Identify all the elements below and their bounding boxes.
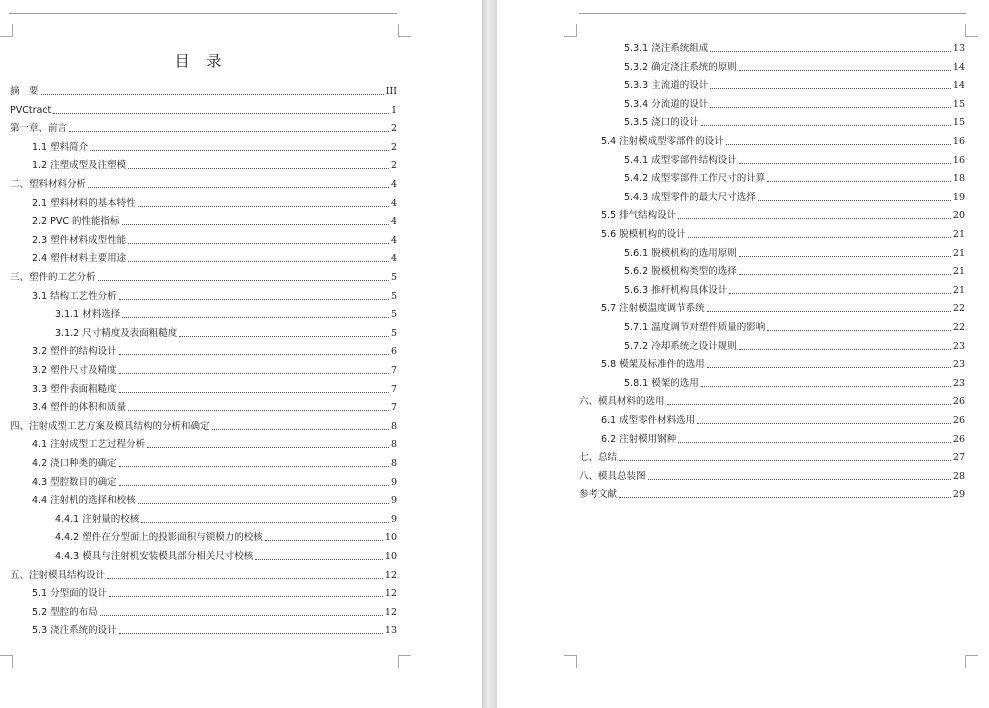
toc-entry-page: 4 — [390, 234, 397, 246]
toc-entry-page: 5 — [390, 327, 397, 339]
toc-entry-page: 23 — [952, 340, 965, 352]
toc-entry[interactable] — [32, 196, 397, 210]
toc-entry[interactable] — [32, 586, 397, 600]
toc-entry[interactable] — [624, 376, 965, 390]
toc-leader-dots — [90, 150, 389, 151]
document-page-right — [497, 0, 989, 708]
toc-entry-label: 5.6.1 脱模机构的选用原则 — [624, 247, 737, 259]
toc-entry[interactable] — [10, 270, 397, 284]
toc-entry[interactable] — [10, 103, 397, 117]
toc-entry[interactable] — [32, 400, 397, 414]
toc-entry-page: 19 — [952, 191, 965, 203]
toc-entry-page: 14 — [952, 61, 965, 73]
toc-entry-page: 26 — [952, 415, 965, 426]
toc-entry[interactable] — [10, 568, 397, 582]
crop-mark-bottom-right — [398, 655, 411, 668]
toc-leader-dots — [100, 615, 383, 616]
toc-entry-page: 20 — [952, 210, 965, 222]
toc-leader-dots — [119, 354, 389, 355]
toc-entry[interactable] — [32, 475, 397, 489]
toc-entry-label: 5.2 型腔的布局 — [32, 606, 98, 618]
toc-entry[interactable] — [32, 493, 397, 507]
toc-leader-dots — [128, 168, 389, 169]
toc-entry-label: 4.2 浇口种类的确定 — [32, 458, 117, 469]
toc-entry[interactable] — [55, 512, 397, 526]
toc-leader-dots — [138, 206, 389, 207]
toc-entry-label: 5.3.2 确定浇注系统的原则 — [624, 61, 737, 73]
toc-entry-page: 5 — [390, 309, 397, 321]
toc-entry-label: 3.1.1 材料选择 — [55, 309, 121, 321]
toc-entry[interactable] — [624, 115, 965, 129]
toc-leader-dots — [88, 187, 389, 188]
toc-entry[interactable] — [55, 326, 397, 340]
toc-entry[interactable] — [624, 60, 965, 74]
crop-mark-top-right — [398, 24, 411, 37]
toc-entry-page: 2 — [390, 123, 397, 135]
toc-entry[interactable] — [32, 214, 397, 228]
toc-leader-dots — [255, 559, 383, 560]
toc-entry[interactable] — [55, 530, 397, 544]
toc-entry-label: 5.7 注射模温度调节系统 — [601, 303, 705, 315]
toc-entry-label: 5.3.4 分流道的设计 — [624, 98, 709, 110]
toc-entry-label: 5.1 分型面的设计 — [32, 588, 108, 600]
toc-entry-label: 5.6 脱模机构的设计 — [601, 229, 686, 240]
toc-entry-page: 9 — [390, 513, 397, 525]
toc-entry-label: 六、模具材料的选用 — [579, 396, 665, 408]
toc-leader-dots — [710, 88, 951, 89]
toc-entry[interactable] — [32, 289, 397, 303]
toc-entry-label: 八、模具总装图 — [579, 470, 646, 482]
toc-entry-page: 13 — [952, 43, 965, 54]
toc-leader-dots — [648, 479, 951, 480]
toc-entry[interactable] — [10, 177, 397, 191]
toc-entry-page: 12 — [384, 588, 397, 600]
toc-entry[interactable] — [32, 363, 397, 377]
toc-entry[interactable] — [579, 469, 965, 483]
toc-entry-label: 5.8 模架及标准件的选用 — [601, 359, 705, 371]
toc-entry[interactable] — [601, 208, 965, 222]
toc-leader-dots — [119, 299, 389, 300]
toc-entry[interactable] — [624, 97, 965, 111]
toc-entry[interactable] — [601, 301, 965, 315]
crop-mark-bottom-right — [965, 655, 978, 668]
toc-leader-dots — [119, 392, 389, 393]
crop-mark-top-left — [564, 24, 577, 37]
toc-entry-label: 2.2 PVC 的性能指标 — [32, 216, 120, 228]
toc-entry[interactable] — [32, 344, 397, 358]
toc-entry[interactable] — [624, 190, 965, 204]
toc-entry-label: 摘 要 — [10, 86, 39, 97]
toc-entry-page: III — [385, 86, 397, 97]
toc-leader-dots — [119, 485, 389, 486]
toc-entry-page: 21 — [952, 266, 965, 278]
toc-entry-label: 第一章、前言 — [10, 123, 68, 135]
crop-mark-top-right — [965, 24, 978, 37]
toc-entry-label: 5.3.3 主流道的设计 — [624, 80, 709, 92]
toc-leader-dots — [179, 336, 389, 337]
toc-entry-page: 7 — [390, 402, 397, 414]
toc-entry-page: 21 — [952, 284, 965, 296]
toc-leader-dots — [729, 293, 951, 294]
toc-entry-page: 2 — [390, 141, 397, 153]
toc-entry-label: 3.1.2 尺寸精度及表面粗糙度 — [55, 327, 178, 339]
toc-entry-label: 1.2 注塑成型及注塑模 — [32, 160, 127, 172]
toc-entry-page: 22 — [952, 322, 965, 333]
toc-leader-dots — [122, 317, 389, 318]
toc-entry-label: 5.6.2 脱模机构类型的选择 — [624, 266, 737, 278]
toc-entry-label: 5.4 注射模成型零部件的设计 — [601, 136, 724, 147]
toc-leader-dots — [707, 311, 951, 312]
crop-mark-bottom-left — [0, 655, 13, 668]
toc-entry-page: 16 — [952, 154, 965, 166]
toc-entry-page: 22 — [952, 303, 965, 315]
header-rule — [579, 13, 966, 14]
toc-leader-dots — [739, 274, 951, 275]
toc-leader-dots — [119, 373, 389, 374]
toc-entry-page: 21 — [952, 247, 965, 259]
toc-entry-label: 4.4.2 塑件在分型面上的投影面积与锁模力的校核 — [55, 532, 263, 544]
toc-entry[interactable] — [624, 41, 965, 55]
toc-entry-page: 13 — [384, 625, 397, 637]
toc-entry[interactable] — [601, 134, 965, 148]
toc-entry-page: 8 — [390, 458, 397, 469]
toc-leader-dots — [767, 181, 951, 182]
toc-entry-label: 5.3.1 浇注系统组成 — [624, 43, 709, 54]
toc-entry-label: 5.6.3 推杆机构具体设计 — [624, 284, 728, 296]
toc-leader-dots — [107, 578, 383, 579]
toc-leader-dots — [701, 386, 951, 387]
toc-leader-dots — [697, 423, 951, 424]
toc-entry[interactable] — [32, 233, 397, 247]
toc-leader-dots — [767, 330, 951, 331]
toc-entry[interactable] — [32, 382, 397, 396]
toc-entry-label: 3.1 结构工艺性分析 — [32, 290, 117, 302]
toc-entry[interactable] — [624, 246, 965, 260]
toc-leader-dots — [619, 497, 951, 498]
toc-entry[interactable] — [624, 320, 965, 334]
toc-leader-dots — [128, 261, 389, 262]
toc-entry-page: 29 — [952, 489, 965, 501]
toc-entry-page: 21 — [952, 229, 965, 240]
toc-entry-label: PVCtract — [10, 104, 52, 116]
toc-leader-dots — [98, 280, 389, 281]
toc-entry-page: 9 — [390, 495, 397, 507]
toc-entry-label: 2.4 塑件材料主要用途 — [32, 253, 127, 265]
toc-entry-label: 5.3 浇注系统的设计 — [32, 625, 117, 637]
toc-entry-page: 4 — [390, 216, 397, 228]
toc-entry[interactable] — [601, 227, 965, 241]
toc-entry[interactable] — [601, 413, 965, 427]
toc-leader-dots — [667, 404, 951, 405]
toc-entry-page: 26 — [952, 396, 965, 408]
toc-entry[interactable] — [579, 394, 965, 408]
toc-leader-dots — [739, 256, 951, 257]
toc-entry-page: 7 — [390, 383, 397, 395]
toc-entry[interactable] — [624, 283, 965, 297]
toc-entry-page: 6 — [390, 346, 397, 358]
toc-leader-dots — [109, 596, 383, 597]
toc-entry-label: 5.4.2 成型零部件工作尺寸的计算 — [624, 173, 766, 185]
toc-leader-dots — [739, 163, 951, 164]
page-gutter — [482, 0, 497, 708]
toc-entry-page: 2 — [390, 160, 397, 172]
toc-entry-label: 6.1 成型零件材料选用 — [601, 415, 696, 426]
toc-entry[interactable] — [55, 549, 397, 563]
toc-entry-page: 1 — [390, 104, 397, 116]
toc-leader-dots — [53, 113, 389, 114]
toc-leader-dots — [128, 410, 389, 411]
toc-leader-dots — [726, 144, 951, 145]
toc-entry[interactable] — [579, 450, 965, 464]
toc-leader-dots — [710, 107, 951, 108]
toc-entry-label: 5.4.3 成型零件的最大尺寸选择 — [624, 191, 756, 203]
toc-entry-page: 26 — [952, 433, 965, 445]
toc-leader-dots — [122, 224, 389, 225]
toc-entry-label: 二、塑料材料分析 — [10, 179, 87, 190]
toc-entry-label: 七、总结 — [579, 452, 618, 464]
toc-entry-label: 四、注射成型工艺方案及模具结构的分析和确定 — [10, 420, 210, 432]
toc-entry-page: 12 — [384, 606, 397, 618]
toc-entry-page: 10 — [384, 551, 397, 562]
crop-mark-top-left — [0, 24, 13, 37]
toc-entry-label: 5.4.1 成型零部件结构设计 — [624, 154, 737, 166]
toc-entry-page: 23 — [952, 359, 965, 371]
toc-entry-label: 3.2 塑件尺寸及精度 — [32, 365, 117, 376]
toc-leader-dots — [619, 460, 951, 461]
toc-entry-label: 1.1 塑料简介 — [32, 141, 89, 153]
toc-entry-page: 5 — [390, 290, 397, 302]
toc-entry[interactable] — [55, 307, 397, 321]
toc-entry-page: 8 — [390, 420, 397, 432]
toc-entry-label: 2.3 塑件材料成型性能 — [32, 234, 127, 246]
toc-entry-label: 五、注射模具结构设计 — [10, 569, 106, 581]
toc-leader-dots — [688, 237, 951, 238]
toc-entry[interactable] — [32, 140, 397, 154]
toc-entry-label: 4.4.3 模具与注射机安装模具部分相关尺寸校核 — [55, 551, 254, 562]
toc-entry[interactable] — [10, 419, 397, 433]
toc-entry-label: 三、塑件的工艺分析 — [10, 272, 96, 283]
toc-entry[interactable] — [32, 251, 397, 265]
crop-mark-bottom-left — [564, 655, 577, 668]
toc-leader-dots — [739, 70, 951, 71]
toc-entry[interactable] — [624, 264, 965, 278]
toc-entry[interactable] — [624, 339, 965, 353]
toc-entry[interactable] — [624, 78, 965, 92]
toc-entry[interactable] — [10, 84, 397, 98]
toc-leader-dots — [128, 243, 389, 244]
toc-leader-dots — [141, 522, 389, 523]
toc-leader-dots — [138, 503, 389, 504]
toc-entry-page: 9 — [390, 476, 397, 488]
toc-entry-label: 6.2 注射模用钢种 — [601, 433, 677, 445]
toc-entry-label: 5.5 排气结构设计 — [601, 210, 677, 222]
toc-entry-page: 12 — [384, 569, 397, 581]
toc-entry-label: 5.8.1 模架的选用 — [624, 377, 699, 389]
toc-entry-page: 4 — [390, 253, 397, 265]
toc-entry[interactable] — [624, 171, 965, 185]
toc-entry-label: 3.3 塑件表面粗糙度 — [32, 383, 117, 395]
header-rule — [9, 13, 397, 14]
toc-entry[interactable] — [32, 605, 397, 619]
toc-entry[interactable] — [32, 623, 397, 637]
toc-leader-dots — [41, 94, 384, 95]
document-page-left — [0, 0, 482, 708]
toc-leader-dots — [739, 349, 951, 350]
toc-entry[interactable] — [32, 456, 397, 470]
toc-entry-label: 2.1 塑料材料的基本特性 — [32, 197, 136, 209]
toc-leader-dots — [710, 51, 951, 52]
toc-entry-page: 23 — [952, 377, 965, 389]
toc-leader-dots — [265, 540, 383, 541]
toc-entry-label: 4.1 注射成型工艺过程分析 — [32, 439, 146, 451]
toc-entry-label: 3.2 塑件的结构设计 — [32, 346, 117, 358]
toc-entry[interactable] — [32, 437, 397, 451]
toc-entry-label: 5.7.1 温度调节对塑件质量的影响 — [624, 322, 766, 333]
toc-leader-dots — [119, 466, 389, 467]
toc-leader-dots — [758, 200, 951, 201]
toc-entry[interactable] — [624, 153, 965, 167]
toc-entry-page: 18 — [952, 173, 965, 185]
toc-entry-page: 15 — [952, 98, 965, 110]
toc-leader-dots — [678, 218, 951, 219]
toc-entry-label: 3.4 塑件的体积和质量 — [32, 402, 127, 414]
toc-leader-dots — [69, 131, 389, 132]
toc-entry-page: 4 — [390, 179, 397, 190]
toc-entry-label: 5.7.2 冷却系统之设计规则 — [624, 340, 737, 352]
toc-leader-dots — [212, 429, 389, 430]
toc-entry-page: 5 — [390, 272, 397, 283]
toc-entry-page: 14 — [952, 80, 965, 92]
toc-entry-page: 15 — [952, 117, 965, 129]
toc-entry-label: 4.3 型腔数目的确定 — [32, 476, 117, 488]
toc-entry[interactable] — [601, 357, 965, 371]
toc-leader-dots — [119, 633, 383, 634]
toc-leader-dots — [678, 442, 951, 443]
toc-entry-label: 4.4.1 注射量的校核 — [55, 513, 140, 525]
toc-entry-page: 28 — [952, 470, 965, 482]
toc-entry-page: 10 — [384, 532, 397, 544]
toc-entry-page: 7 — [390, 365, 397, 376]
toc-leader-dots — [707, 367, 951, 368]
toc-entry-page: 8 — [390, 439, 397, 451]
toc-title: 目 录 — [174, 52, 228, 70]
toc-entry-page: 4 — [390, 197, 397, 209]
toc-leader-dots — [147, 447, 389, 448]
toc-entry-label: 4.4 注射机的选择和校核 — [32, 495, 136, 507]
toc-entry-label: 参考文献 — [579, 489, 618, 501]
toc-entry[interactable] — [601, 432, 965, 446]
toc-entry[interactable] — [32, 158, 397, 172]
toc-entry-label: 5.3.5 浇口的设计 — [624, 117, 699, 129]
toc-leader-dots — [701, 125, 951, 126]
toc-entry-page: 16 — [952, 136, 965, 147]
toc-entry[interactable] — [10, 121, 397, 135]
toc-entry[interactable] — [579, 487, 965, 501]
toc-entry-page: 27 — [952, 452, 965, 464]
